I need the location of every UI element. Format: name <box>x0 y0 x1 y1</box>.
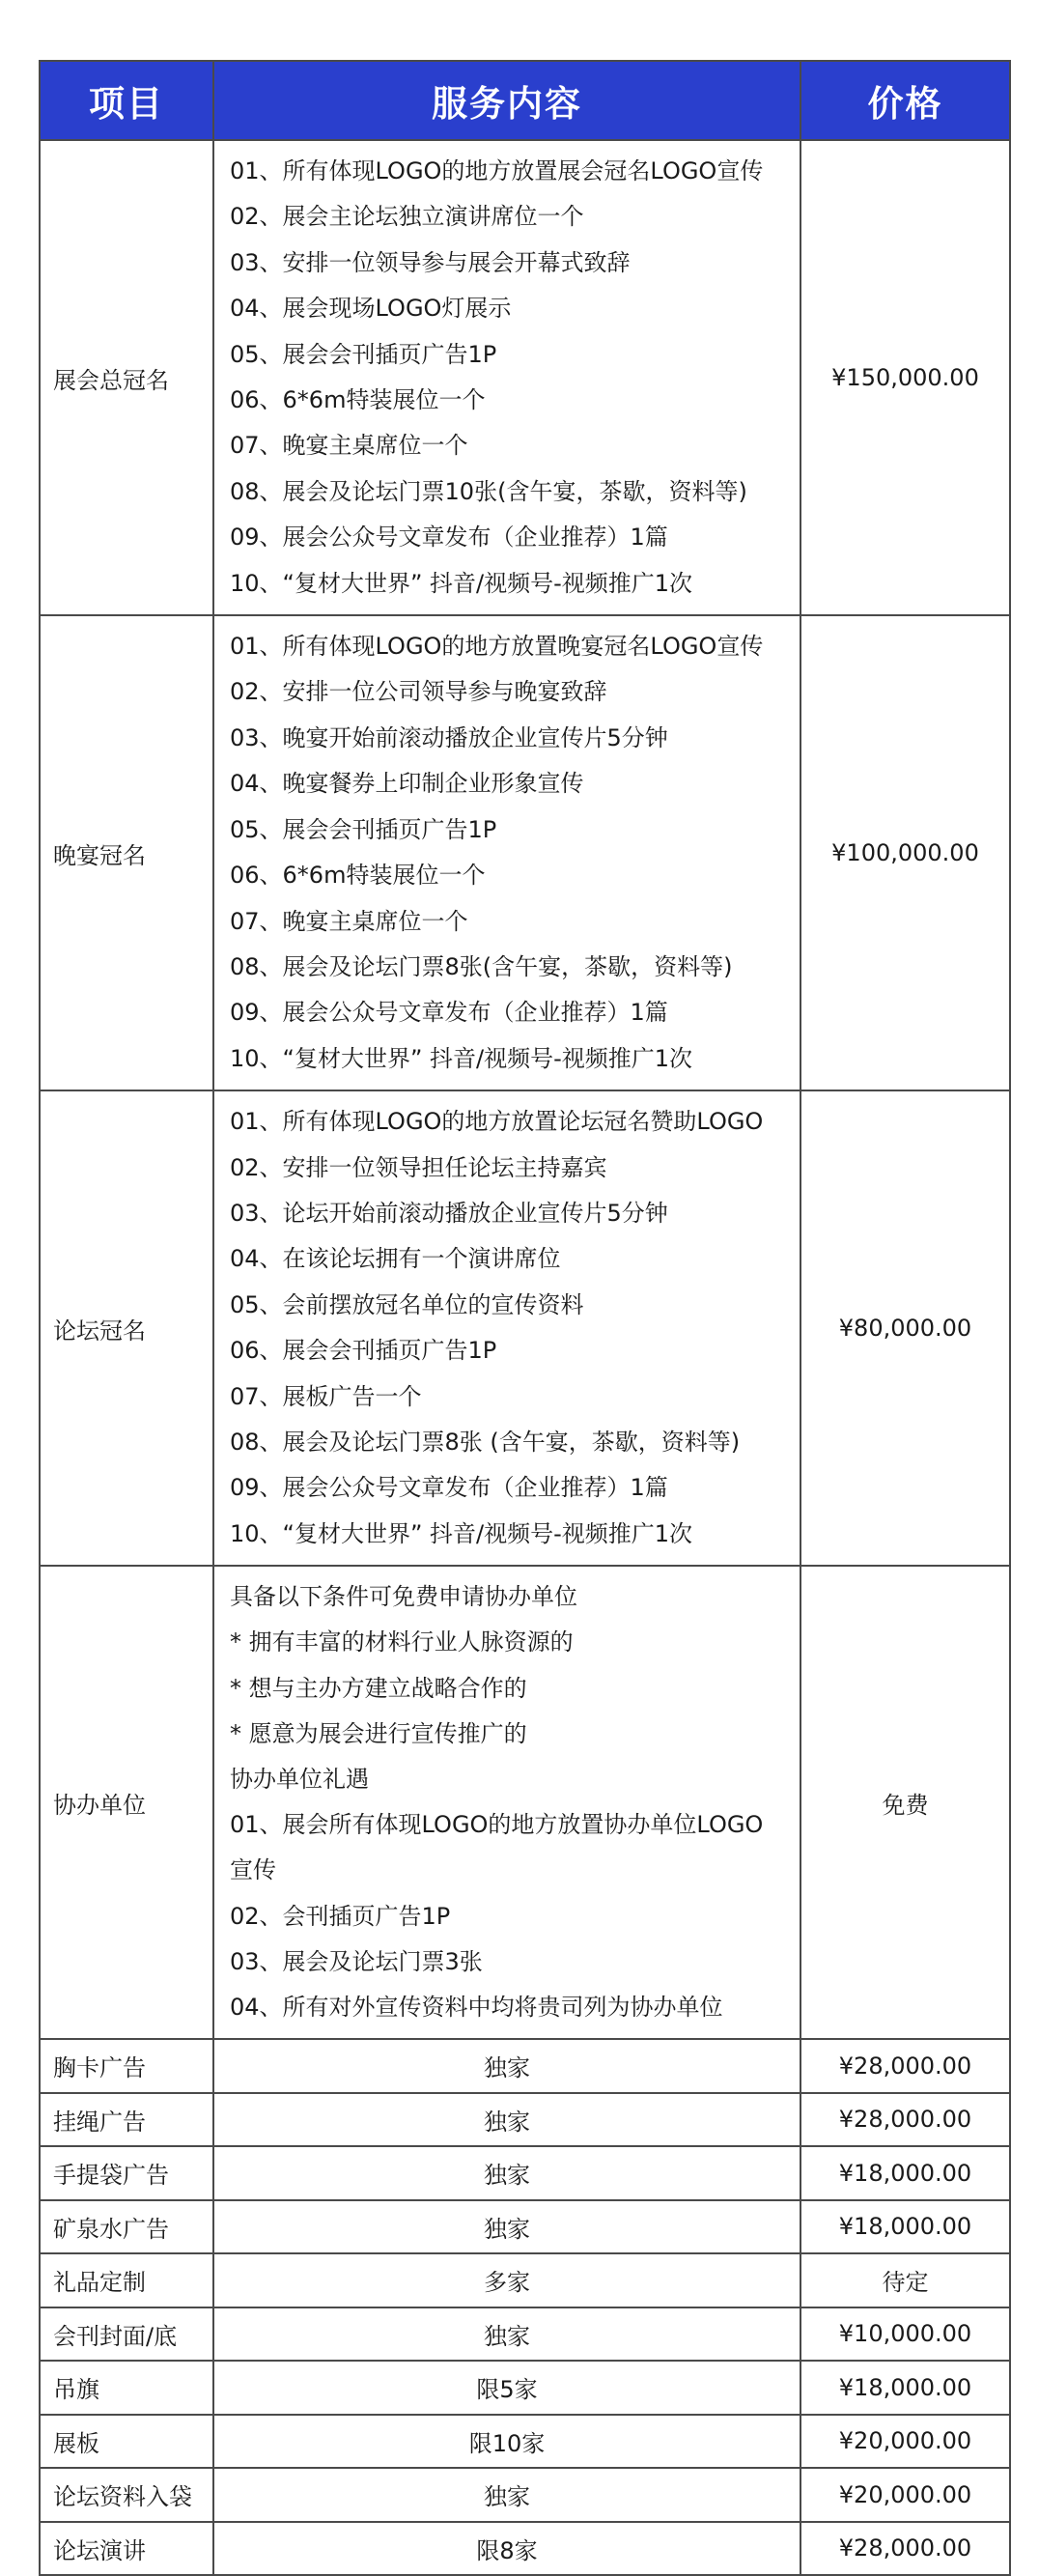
service-line: 10、“复材大世界” 抖音/视频号-视频推广1次 <box>230 1044 693 1072</box>
row-service: 限5家 <box>213 2361 800 2415</box>
service-line: 02、展会主论坛独立演讲席位一个 <box>230 203 584 231</box>
header-price: 价格 <box>800 61 1010 140</box>
row-item: 手提袋广告 <box>40 2146 213 2200</box>
service-line: 协办单位礼遇 <box>230 1766 369 1793</box>
row-price: ¥28,000.00 <box>800 2522 1010 2576</box>
service-line: 02、安排一位领导担任论坛主持嘉宾 <box>230 1153 607 1181</box>
table-row <box>40 1090 1010 1566</box>
header-service: 服务内容 <box>213 61 800 140</box>
row-service: 独家 <box>213 2146 800 2200</box>
row-price: ¥20,000.00 <box>800 2468 1010 2522</box>
service-line: 01、展会所有体现LOGO的地方放置协办单位LOGO宣传 <box>230 1811 764 1884</box>
row-price: ¥100,000.00 <box>800 615 1010 1090</box>
sponsorship-price-table <box>39 60 1011 2576</box>
row-service <box>213 140 800 615</box>
service-line: 08、展会及论坛门票10张(含午宴，茶歇，资料等) <box>230 477 747 505</box>
service-line: * 想与主办方建立战略合作的 <box>230 1674 527 1702</box>
row-item: 论坛演讲 <box>40 2522 213 2576</box>
service-line: 03、安排一位领导参与展会开幕式致辞 <box>230 248 631 276</box>
service-line: 03、晚宴开始前滚动播放企业宣传片5分钟 <box>230 723 668 751</box>
row-service: 独家 <box>213 2307 800 2362</box>
service-line: 05、会前摆放冠名单位的宣传资料 <box>230 1290 584 1318</box>
table-row <box>40 140 1010 615</box>
service-line: * 愿意为展会进行宣传推广的 <box>230 1719 527 1747</box>
row-item: 展会总冠名 <box>40 140 213 615</box>
service-line: 具备以下条件可免费申请协办单位 <box>230 1583 577 1611</box>
row-price: ¥20,000.00 <box>800 2415 1010 2469</box>
row-price: ¥28,000.00 <box>800 2039 1010 2093</box>
service-line: 03、论坛开始前滚动播放企业宣传片5分钟 <box>230 1199 668 1227</box>
row-price: ¥80,000.00 <box>800 1090 1010 1566</box>
service-line: 09、展会公众号文章发布（企业推荐）1篇 <box>230 999 668 1027</box>
sponsorship-table-wrapper <box>39 60 1009 2576</box>
service-line: 08、展会及论坛门票8张 (含午宴，茶歇，资料等) <box>230 1428 741 1456</box>
row-item: 胸卡广告 <box>40 2039 213 2093</box>
row-item: 论坛资料入袋 <box>40 2468 213 2522</box>
service-line: 04、在该论坛拥有一个演讲席位 <box>230 1245 561 1273</box>
table-row <box>40 2146 1010 2200</box>
service-line: 01、所有体现LOGO的地方放置展会冠名LOGO宣传 <box>230 157 764 184</box>
table-row <box>40 615 1010 1090</box>
service-line: 04、所有对外宣传资料中均将贵司列为协办单位 <box>230 1994 723 2022</box>
table-row <box>40 2361 1010 2415</box>
header-item: 项目 <box>40 61 213 140</box>
service-line: 07、展板广告一个 <box>230 1382 422 1410</box>
service-line: 02、会刊插页广告1P <box>230 1902 451 1930</box>
service-line: 09、展会公众号文章发布（企业推荐）1篇 <box>230 1474 668 1502</box>
row-service: 限8家 <box>213 2522 800 2576</box>
row-item: 挂绳广告 <box>40 2093 213 2147</box>
row-service <box>213 1566 800 2039</box>
table-header-row <box>40 61 1010 140</box>
row-price: ¥18,000.00 <box>800 2146 1010 2200</box>
row-service: 独家 <box>213 2093 800 2147</box>
table-row <box>40 2200 1010 2254</box>
service-line: 04、展会现场LOGO灯展示 <box>230 295 512 323</box>
row-item: 矿泉水广告 <box>40 2200 213 2254</box>
table-row <box>40 2253 1010 2307</box>
row-item: 展板 <box>40 2415 213 2469</box>
table-row <box>40 2093 1010 2147</box>
row-item: 礼品定制 <box>40 2253 213 2307</box>
service-line: 06、6*6m特装展位一个 <box>230 862 486 890</box>
row-service: 独家 <box>213 2039 800 2093</box>
row-service <box>213 615 800 1090</box>
service-line: 10、“复材大世界” 抖音/视频号-视频推广1次 <box>230 1519 693 1547</box>
service-line: 06、6*6m特装展位一个 <box>230 386 486 414</box>
service-line: 04、晚宴餐券上印制企业形象宣传 <box>230 770 584 798</box>
service-line: 01、所有体现LOGO的地方放置晚宴冠名LOGO宣传 <box>230 633 764 661</box>
row-price: 免费 <box>800 1566 1010 2039</box>
row-service: 限10家 <box>213 2415 800 2469</box>
row-service: 独家 <box>213 2200 800 2254</box>
service-line: 07、晚宴主桌席位一个 <box>230 907 468 935</box>
row-price: ¥18,000.00 <box>800 2361 1010 2415</box>
row-item: 协办单位 <box>40 1566 213 2039</box>
service-line: 02、安排一位公司领导参与晚宴致辞 <box>230 678 607 706</box>
service-line: 05、展会会刊插页广告1P <box>230 815 497 843</box>
service-line: 08、展会及论坛门票8张(含午宴，茶歇，资料等) <box>230 952 733 980</box>
service-line: 03、展会及论坛门票3张 <box>230 1947 483 1975</box>
row-price: ¥150,000.00 <box>800 140 1010 615</box>
table-row <box>40 2307 1010 2362</box>
row-service <box>213 1090 800 1566</box>
service-line: * 拥有丰富的材料行业人脉资源的 <box>230 1628 574 1656</box>
service-line: 01、所有体现LOGO的地方放置论坛冠名赞助LOGO <box>230 1108 764 1136</box>
row-price: 待定 <box>800 2253 1010 2307</box>
table-row <box>40 2468 1010 2522</box>
row-price: ¥28,000.00 <box>800 2093 1010 2147</box>
row-service: 独家 <box>213 2468 800 2522</box>
table-row <box>40 2039 1010 2093</box>
service-line: 05、展会会刊插页广告1P <box>230 340 497 368</box>
row-price: ¥18,000.00 <box>800 2200 1010 2254</box>
row-item: 会刊封面/底 <box>40 2307 213 2362</box>
service-line: 09、展会公众号文章发布（企业推荐）1篇 <box>230 524 668 552</box>
row-item: 论坛冠名 <box>40 1090 213 1566</box>
table-row <box>40 1566 1010 2039</box>
row-service: 多家 <box>213 2253 800 2307</box>
row-item: 晚宴冠名 <box>40 615 213 1090</box>
service-line: 07、晚宴主桌席位一个 <box>230 432 468 460</box>
table-row <box>40 2522 1010 2576</box>
row-price: ¥10,000.00 <box>800 2307 1010 2362</box>
row-item: 吊旗 <box>40 2361 213 2415</box>
table-row <box>40 2415 1010 2469</box>
service-line: 06、展会会刊插页广告1P <box>230 1337 497 1365</box>
service-line: 10、“复材大世界” 抖音/视频号-视频推广1次 <box>230 569 693 597</box>
